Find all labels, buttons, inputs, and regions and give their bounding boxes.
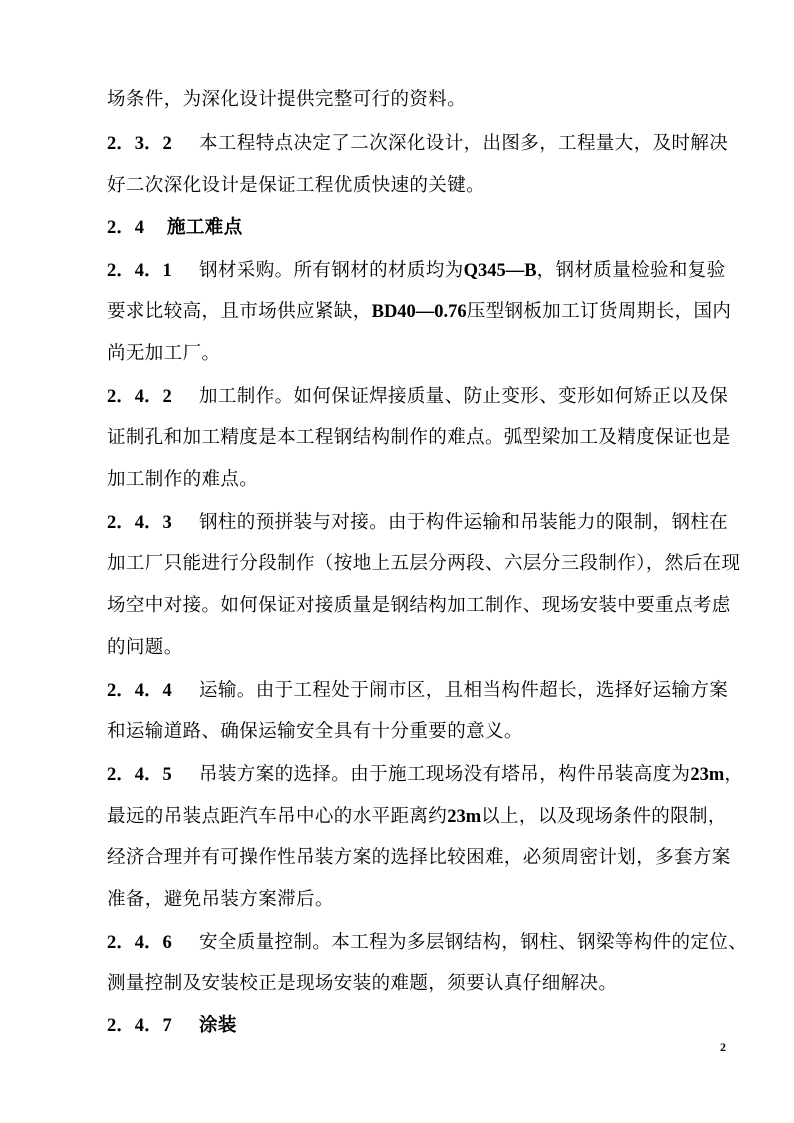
section-2-3-2-line: [107, 132, 747, 156]
section-number: 2．3．2: [107, 134, 172, 154]
body-text: 要求比较高，且市场供应紧缺，: [107, 301, 372, 322]
section-number: 2．4．1: [107, 261, 172, 281]
section-number: 2．4．4: [107, 681, 172, 701]
body-text: 以上，以及现场条件的限制，: [481, 806, 727, 827]
measurement-value: 23m: [447, 807, 482, 827]
body-text: 吊装方案的选择。由于施工现场没有塔吊，构件吊装高度为: [199, 764, 691, 785]
paragraph-line: [107, 426, 747, 450]
section-2-4-6-line: [107, 931, 747, 955]
body-text: 加工制作的难点。: [107, 469, 259, 490]
section-2-4-heading: [107, 216, 747, 240]
material-code: BD40—0.76: [371, 302, 467, 322]
paragraph-line: [107, 972, 747, 996]
body-text: 测量控制及安装校正是现场安装的难题，须要认真仔细解决。: [107, 973, 618, 994]
body-text: 加工制作。如何保证焊接质量、防止变形、变形如何矫正以及保: [199, 386, 729, 407]
section-2-4-1-line: [107, 259, 747, 283]
section-number: 2．4．7: [107, 1016, 172, 1036]
section-number: 2．4．6: [107, 933, 172, 953]
page-number: 2: [720, 1040, 726, 1054]
measurement-value: 23m: [690, 765, 725, 785]
section-2-4-4-line: [107, 679, 747, 703]
section-number: 2．4．5: [107, 765, 172, 785]
section-2-4-7-heading: [107, 1014, 747, 1038]
paragraph-line: [107, 720, 747, 744]
material-code: Q345—B: [463, 261, 537, 281]
paragraph-line: [107, 342, 747, 366]
body-text: 压型钢板加工订货周期长，国内: [466, 301, 732, 322]
paragraph-line: [107, 888, 747, 912]
body-text: 证制孔和加工精度是本工程钢结构制作的难点。弧型梁加工及精度保证也是: [107, 427, 731, 448]
paragraph-line: [107, 88, 747, 112]
paragraph-line: [107, 594, 747, 618]
section-2-4-3-line: [107, 511, 747, 535]
paragraph-line: [107, 805, 747, 829]
section-2-4-2-line: [107, 385, 747, 409]
body-text: 本工程特点决定了二次深化设计，出图多，工程量大，及时解决: [199, 133, 729, 154]
body-text: 运输。由于工程处于闹市区，且相当构件超长，选择好运输方案: [199, 680, 729, 701]
paragraph-line: [107, 468, 747, 492]
paragraph-line: [107, 846, 747, 870]
body-text: 加工厂只能进行分段制作（按地上五层分两段、六层分三段制作），然后在现: [107, 553, 741, 574]
body-text: ，: [724, 764, 744, 785]
body-text: 钢柱的预拼装与对接。由于构件运输和吊装能力的限制，钢柱在: [199, 512, 729, 533]
body-text: 安全质量控制。本工程为多层钢结构，钢柱、钢梁等构件的定位、: [199, 932, 748, 953]
section-number: 2．4: [107, 218, 145, 238]
body-text: 最远的吊装点距汽车吊中心的水平距离约: [107, 806, 448, 827]
paragraph-line: [107, 174, 747, 198]
body-text: 尚无加工厂。: [107, 343, 221, 364]
body-text: 经济合理并有可操作性吊装方案的选择比较困难，必须周密计划，多套方案: [107, 847, 731, 868]
section-number: 2．4．2: [107, 387, 172, 407]
section-number: 2．4．3: [107, 513, 172, 533]
section-heading: 施工难点: [167, 217, 243, 238]
body-text: 的问题。: [107, 637, 183, 658]
section-heading: 涂装: [199, 1015, 237, 1036]
body-text: 好二次深化设计是保证工程优质快速的关键。: [107, 175, 486, 196]
body-text: 和运输道路、确保运输安全具有十分重要的意义。: [107, 721, 523, 742]
body-text: 钢材采购。所有钢材的材质均为: [199, 260, 464, 281]
body-text: ，钢材质量检验和复验: [536, 260, 726, 281]
paragraph-line: [107, 300, 747, 324]
body-text: 场空中对接。如何保证对接质量是钢结构加工制作、现场安装中要重点考虑: [107, 595, 731, 616]
paragraph-line: [107, 552, 747, 576]
section-2-4-5-line: [107, 763, 747, 787]
body-text: 场条件，为深化设计提供完整可行的资料。: [107, 89, 467, 110]
body-text: 准备，避免吊装方案滞后。: [107, 889, 334, 910]
paragraph-line: [107, 636, 747, 660]
